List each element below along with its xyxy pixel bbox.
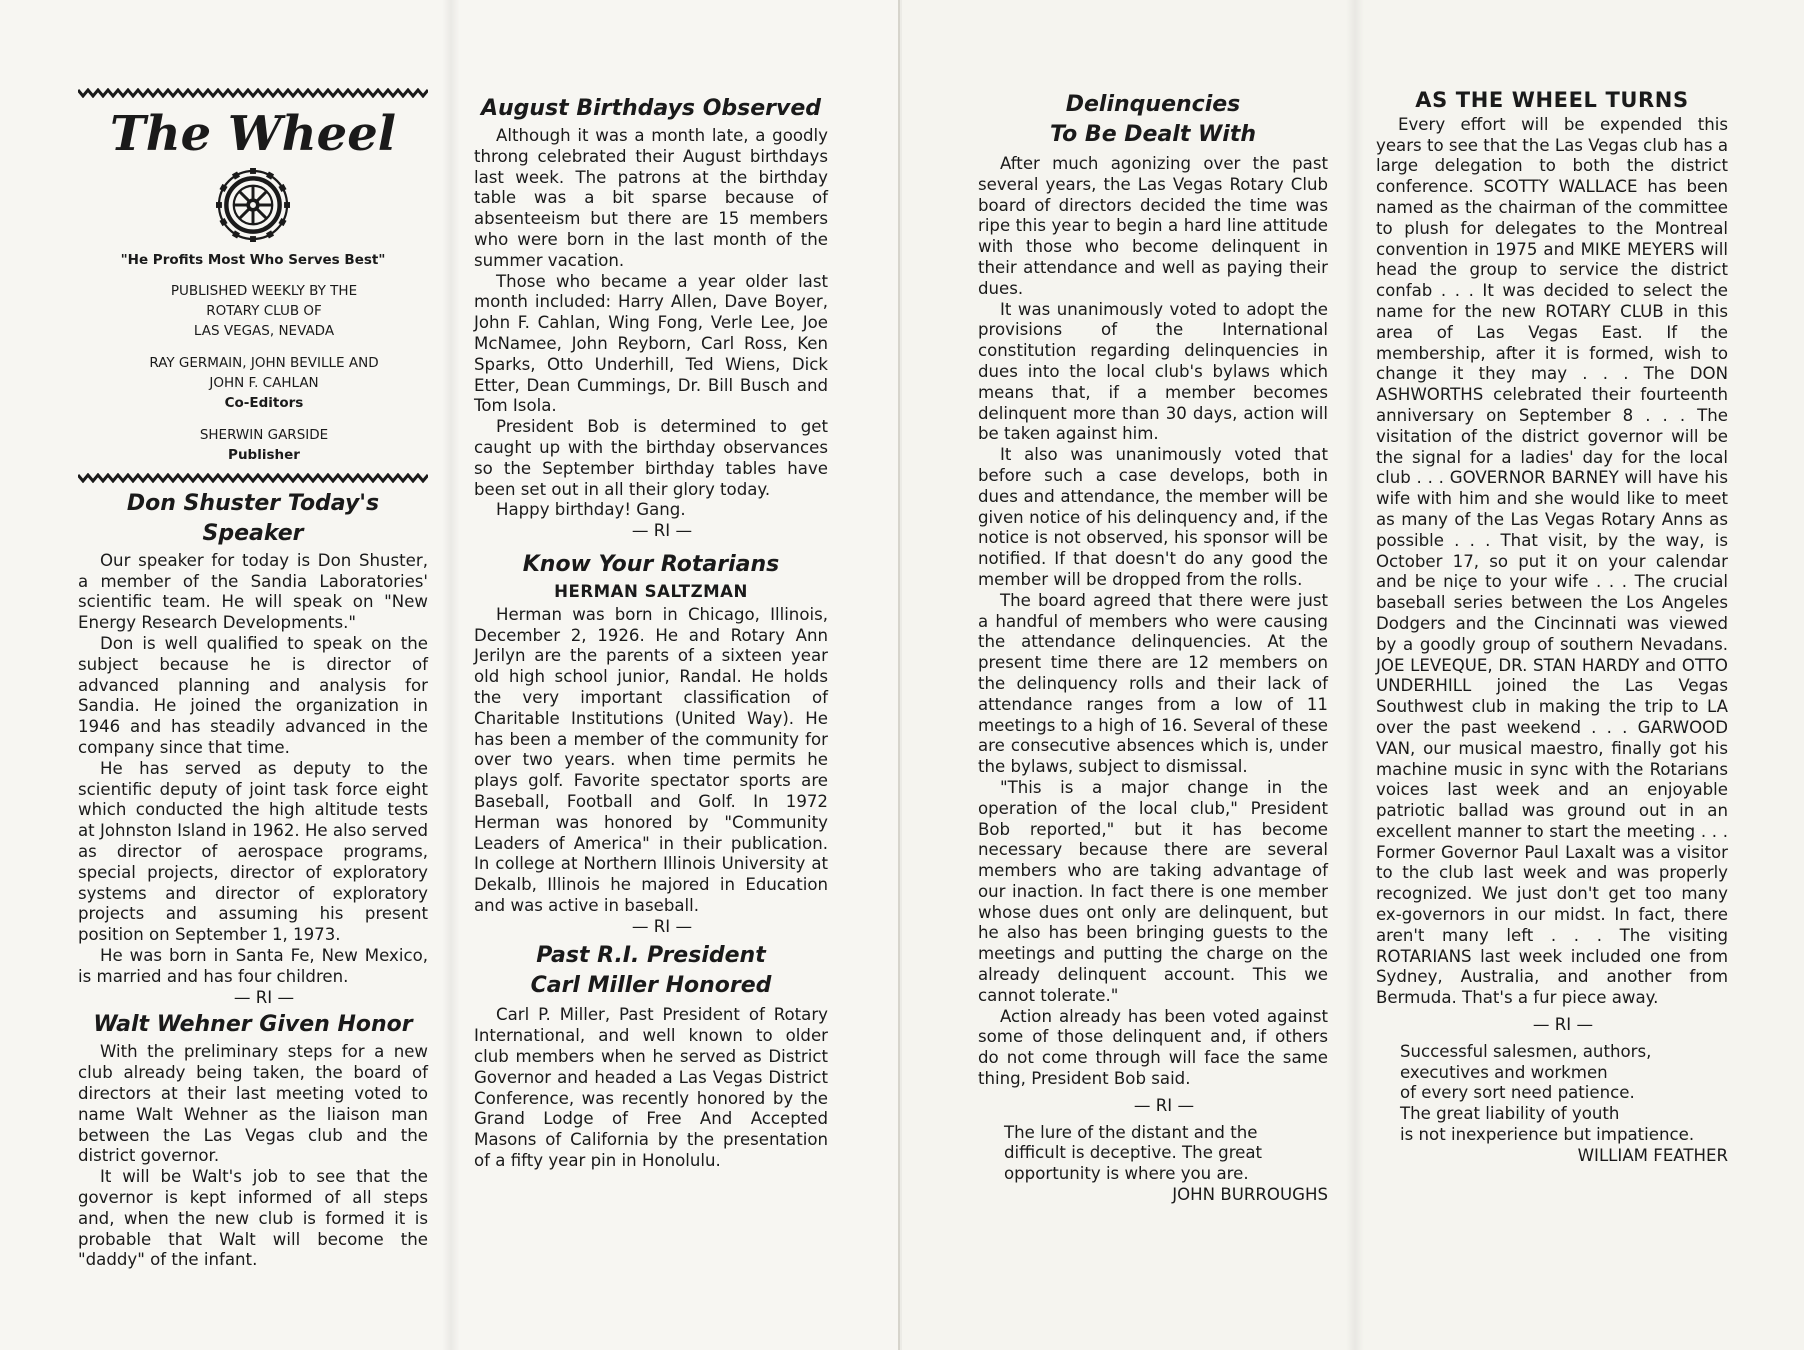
article-headline: Know Your Rotarians (522, 551, 780, 577)
editors-line: JOHN F. CAHLAN (209, 374, 319, 391)
publication-line: LAS VEGAS, NEVADA (193, 322, 335, 339)
article-paragraph: Carl P. Miller, Past President of Rotary International, and well known to older club members when he served as District Governor and headed a Las Vegas District Conference, was recently honored by the Grand Lodge of Free And Accepted Masons of California by the presentation of a fifty year pin in Honolulu. (474, 1005, 828, 1171)
column-3 (978, 90, 1328, 1206)
poem-author: WILLIAM FEATHER (1577, 1145, 1728, 1165)
publication-line: ROTARY CLUB OF (206, 302, 322, 319)
publisher-role: Publisher (228, 446, 300, 463)
article-paragraph: Herman was born in Chicago, Illinois, December 2, 1926. He and Rotary Ann Jerilyn are the parents of a sixteen year old high school junior, Randal. He holds the very important classification of Charitable Institutions (United Way). He has been a member of the community for over two years. when time permits he plays golf. Favorite spectator sports are Baseball, Football and Golf. In 1972 Herman was honored by "Community Leaders of America" in their publication. In college at Northern Illinois University at Dekalb, Illinois he majored in Education and was active in baseball. (474, 604, 828, 915)
article-paragraph: It also was unanimously voted that before such a case develops, both in dues and attendance, the member will be given notice of his delinquency and, if the notice is not observed, his sponsor will be notified. If that doesn't do any good the member will be dropped from the rolls. (978, 445, 1328, 589)
article-paragraph: After much agonizing over the past several years, the Las Vegas Rotary Club board of directors decided the time was ripe this year to begin a hard line attitude with those who become delinquent in their attendance and well as paying their dues. (978, 154, 1328, 298)
zigzag-border-top (78, 88, 428, 98)
article-paragraph: With the preliminary steps for a new club already being taken, the board of directors at their last meeting voted to name Walt Wehner as the liaison man between the Las Vegas club and the district governor. (78, 1042, 428, 1166)
quote-line: opportunity is where you are. (1004, 1164, 1249, 1184)
poem-line: executives and workmen (1400, 1062, 1608, 1082)
ri-separator: — RI — (233, 987, 295, 1007)
poem-line: The great liability of youth (1400, 1104, 1620, 1124)
motto: "He Profits Most Who Serves Best" (120, 252, 386, 268)
ri-separator: — RI — (631, 916, 693, 936)
article-headline: Carl Miller Honored (530, 973, 772, 999)
article-paragraph: President Bob is determined to get caught up with the birthday observances so the September birthday tables have been set out in all their glory today. (474, 417, 828, 499)
ri-separator: — RI — (1133, 1095, 1195, 1115)
article-paragraph: The board agreed that there were just a handful of members who were causing the attendance delinquencies. At the present time there are 12 members on the delinquency rolls and their lack of attendance ranges from a low of 11 meetings to a high of 16. Several of these are consecutive absences which is, under the bylaws, subject to dismissal. (978, 590, 1328, 777)
article-paragraph: He was born in Santa Fe, New Mexico, is married and has four children. (78, 945, 428, 986)
article-headline: Delinquencies (1065, 92, 1241, 117)
article-paragraph: It will be Walt's job to see that the governor is kept informed of all steps and, when the new club is formed it is probable that Walt will become the "daddy" of the infant. (78, 1167, 428, 1270)
newsletter-title: The Wheel (110, 106, 396, 162)
quote-author: JOHN BURROUGHS (1172, 1185, 1328, 1205)
article-headline: August Birthdays Observed (480, 96, 822, 121)
poem-block (1400, 1042, 1728, 1167)
article-paragraph: Our speaker for today is Don Shuster, a member of the Sandia Laboratories' scientific team. He will speak on "New Energy Research Developments." (78, 550, 428, 633)
rotary-wheel-icon (216, 168, 290, 242)
ri-separator: — RI — (631, 521, 693, 541)
quote-line: The lure of the distant and the (1004, 1122, 1258, 1142)
article-headline: To Be Dealt With (1049, 122, 1257, 147)
poem-line: Successful salesmen, authors, (1400, 1041, 1652, 1061)
quote-block (1004, 1123, 1328, 1206)
column-1 (78, 88, 428, 1271)
zigzag-border-bottom (78, 473, 428, 483)
publisher-name: SHERWIN GARSIDE (199, 426, 329, 443)
article-paragraph: It was unanimously voted to adopt the provisions of the International constitution regarding delinquencies in dues into the local club's bylaws which means that, if a member becomes delinquent more than 30 days, action will be taken against him. (978, 299, 1328, 444)
column-headline: AS THE WHEEL TURNS (1415, 88, 1689, 112)
poem-line: of every sort need patience. (1400, 1083, 1635, 1103)
ri-separator: — RI — (1532, 1015, 1594, 1035)
editors-role: Co-Editors (224, 394, 304, 411)
article-paragraph: Those who became a year older last month included: Harry Allen, Dave Boyer, John F. Cahlan, Wing Fong, Verle Lee, Joe McNamee, John Reyborn, Carl Ross, Ken Sparks, Otto Underhill, Ted Wiens, Dick Etter, Dean Cummings, Dr. Bill Busch and Tom Isola. (474, 271, 828, 416)
article-paragraph: Action already has been voted against some of those delinquent and, if others do not come through will face the same thing, President Bob said. (978, 1006, 1328, 1089)
article-headline: Don Shuster Today's Speaker (126, 490, 380, 546)
editors-line: RAY GERMAIN, JOHN BEVILLE AND (149, 354, 379, 371)
article-paragraph: Although it was a month late, a goodly throng celebrated their August birthdays last week. The patrons at the birthday table was a bit sparse because of absenteeism but there are 15 members who were born in the last month of the summer vacation. (474, 126, 828, 270)
masthead (78, 88, 428, 483)
column-2 (474, 92, 828, 1172)
poem-line: is not inexperience but impatience. (1400, 1125, 1695, 1145)
article-paragraph: Happy birthday! Gang. (496, 500, 686, 520)
article-headline: Past R.I. President (536, 943, 766, 969)
left-fold-shadow (442, 0, 460, 1350)
article-headline: Walt Wehner Given Honor (93, 1012, 413, 1038)
column-paragraph: Every effort will be expended this years to see that the Las Vegas club has a large delegation to both the district conference. SCOTTY WALLACE has been named as the chairman of the committee to plush for delegates to the Montreal convention in 1975 and MIKE MEYERS will head the group to service the district confab . . . It was decided to select the name for the new ROTARY CLUB in this area of Las Vegas East. If the membership, after it is formed, wish to change it they may . . . The DON ASHWORTHS celebrated their fourteenth anniversary on September 8 . . . The visitation of the district governor will be the signal for a ladies' day for the local club . . . GOVERNOR BARNEY will have his wife with him and she would like to meet as many of the Las Vegas Rotary Anns as possible . . . That visit, by the way, is October 17, so put it on your calendar and be niçe to your wife . . . The crucial baseball series between the Los Angeles Dodgers and the Cincinnati was viewed by a goodly group of southern Nevadans. JOE LEVEQUE, DR. STAN HARDY and OTTO UNDERHILL joined the Las Vegas Southwest club in making the trip to LA over the past weekend . . . GARWOOD VAN, our musical maestro, finally got his machine music in sync with the Rotarians voices last week and an enjoyable patriotic ballad was ground out in an excellent manner to start the meeting . . . Former Governor Paul Laxalt was a visitor to the club last week and was properly recognized. We just don't get too many ex-governors in our midst. In fact, there aren't many left . . . The visiting ROTARIANS last week included one from Sydney, Australia, and another from Bermuda. That's a fur piece away. (1376, 114, 1728, 1008)
article-paragraph: He has served as deputy to the scientific deputy of joint task force eight which conducted the high altitude tests at Johnston Island in 1962. He also served as director of aerospace programs, special projects, director of exploratory systems and director of exploratory projects and assuming his present position on September 1, 1973. (78, 758, 429, 945)
quote-line: difficult is deceptive. The great (1004, 1143, 1263, 1163)
article-paragraph: Don is well qualified to speak on the subject because he is director of advanced planning and analysis for Sandia. He joined the organization in 1946 and has steadily advanced in the company since that time. (78, 633, 428, 757)
column-4 (1376, 90, 1728, 1167)
article-paragraph: "This is a major change in the operation of the local club," President Bob reported," but it has become necessary because there are several members who are taking advantage of our inaction. In fact there is one member whose dues ont only are delinquent, but he also has been bringing guests to the meetings and putting the charge on the already delinquent account. This we cannot tolerate." (978, 777, 1328, 1005)
right-fold-shadow (1346, 0, 1364, 1350)
article-subheadline: HERMAN SALTZMAN (554, 581, 748, 601)
publication-line: PUBLISHED WEEKLY BY THE (170, 282, 358, 299)
